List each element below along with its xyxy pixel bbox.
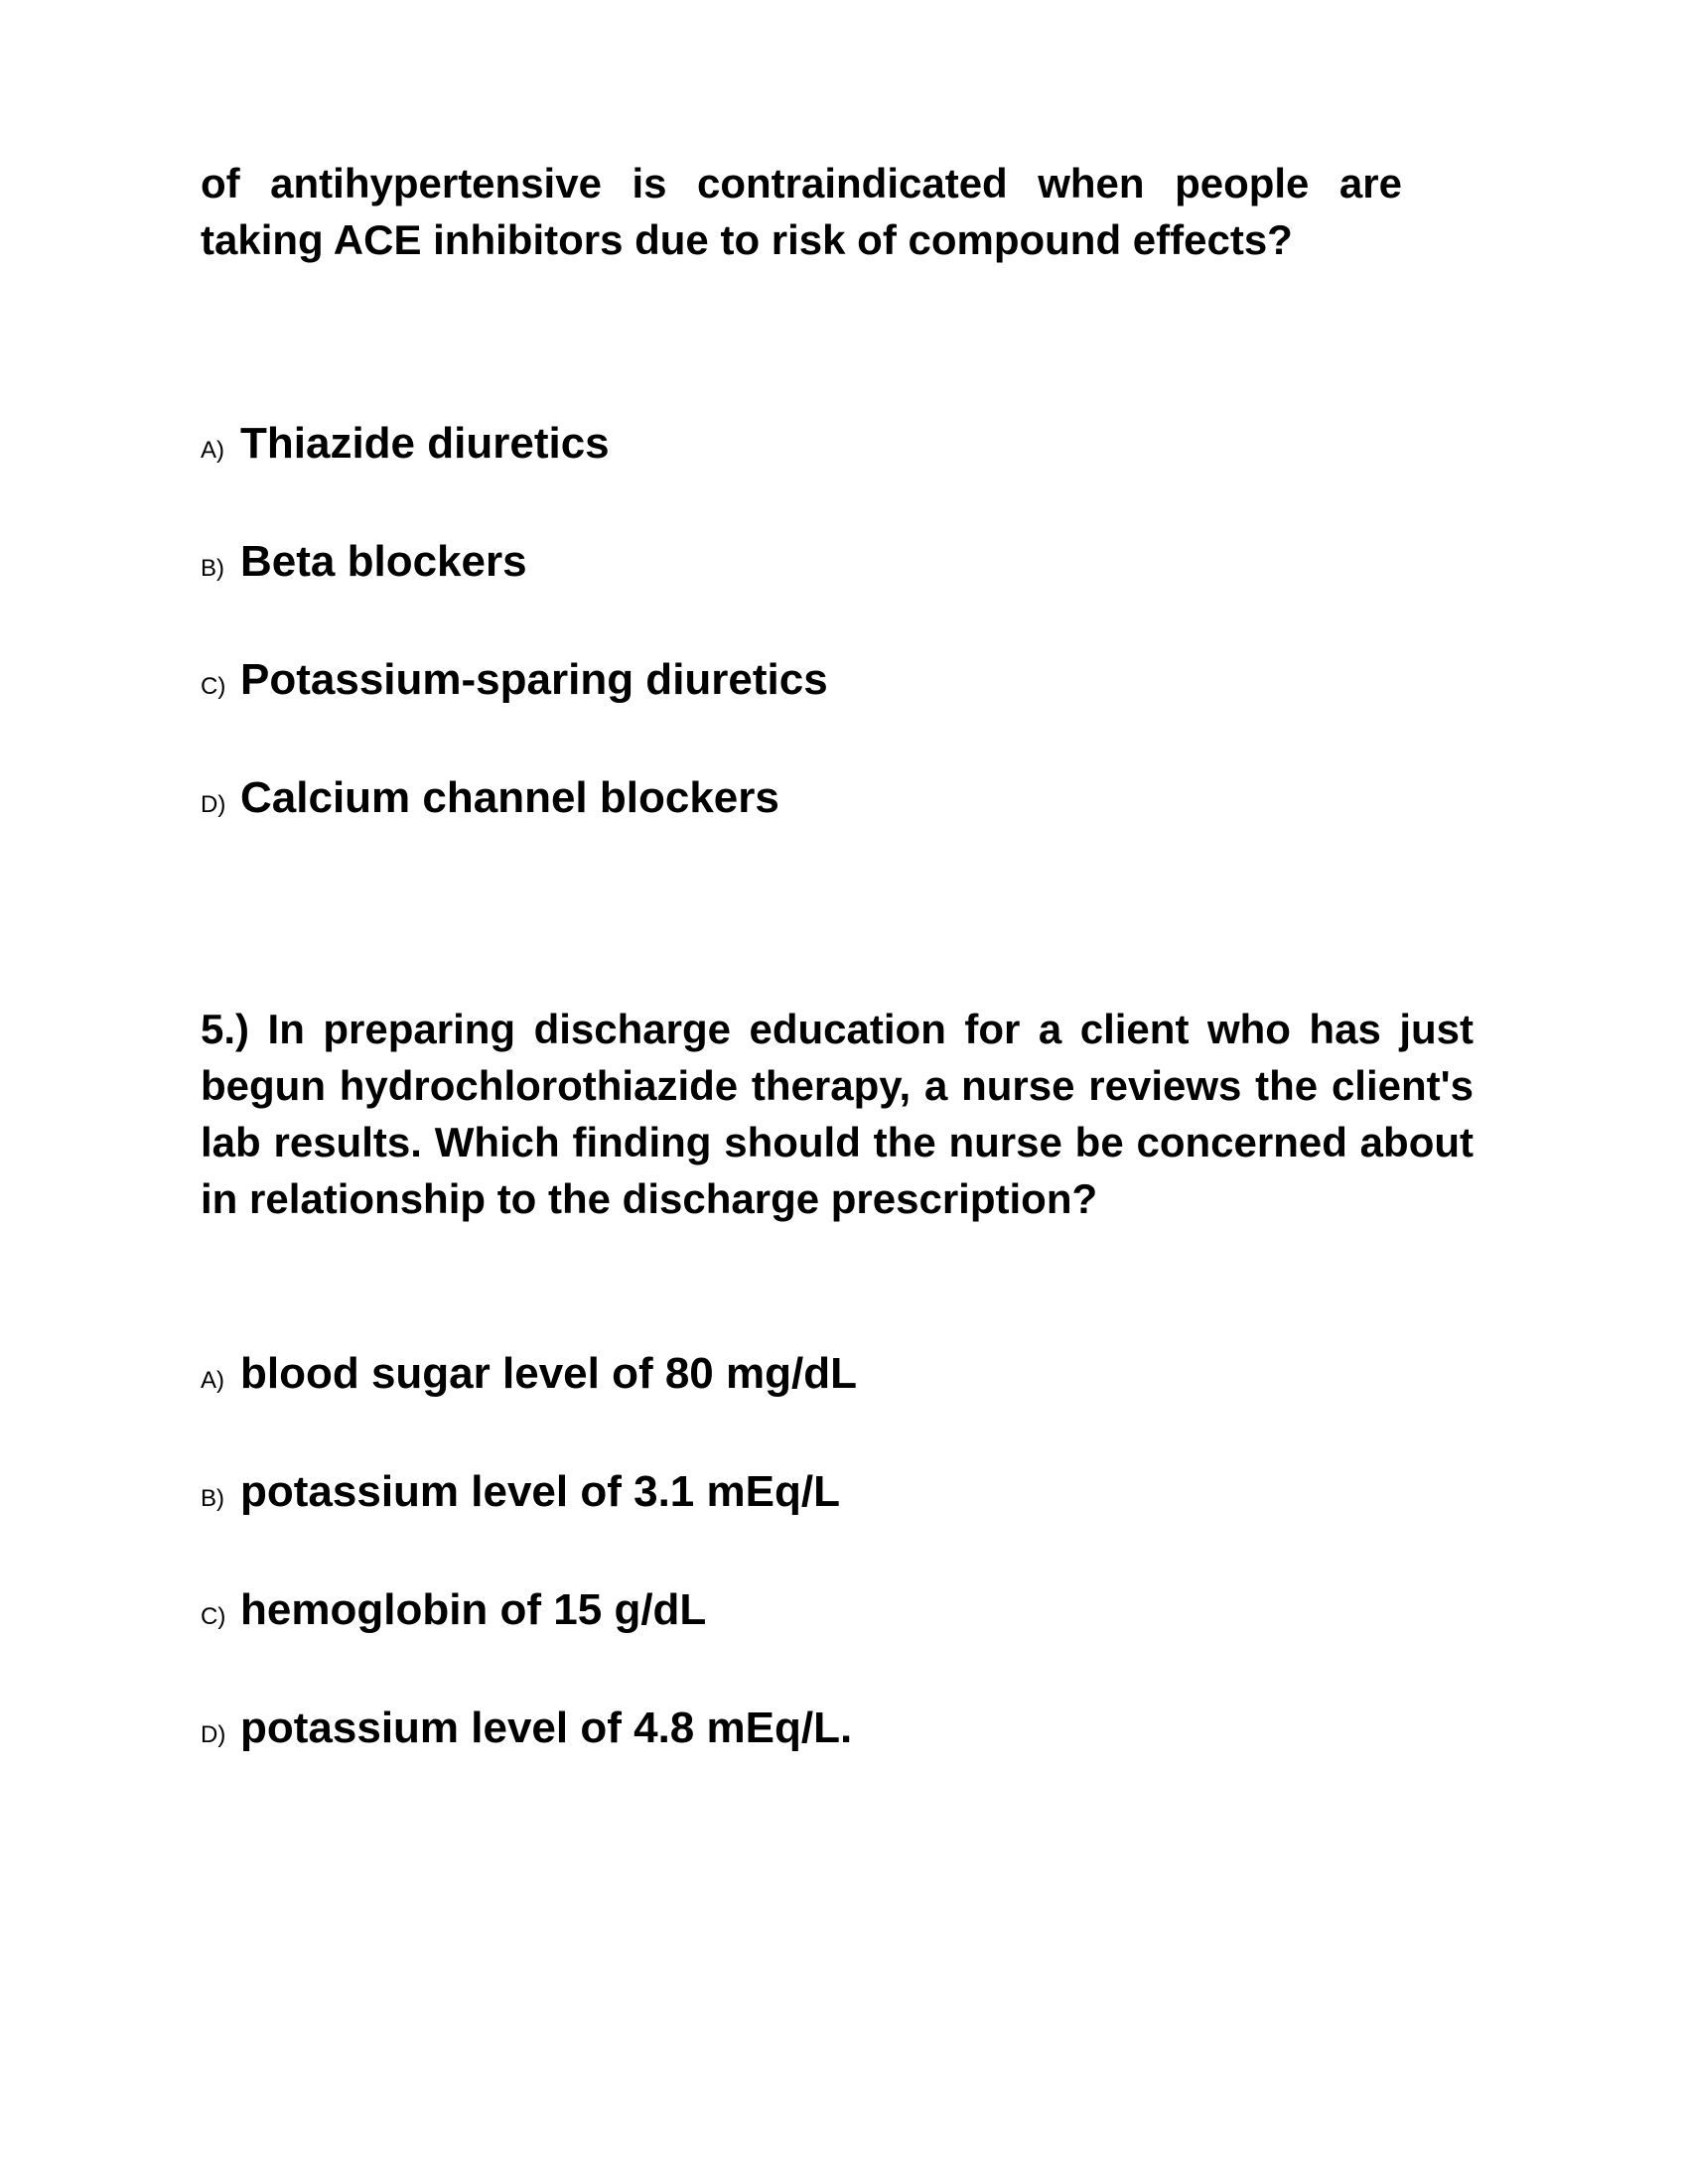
option-letter: D) — [201, 791, 226, 818]
question-5-option-b — [201, 1467, 840, 1527]
option-text: blood sugar level of 80 mg/dL — [240, 1349, 857, 1398]
option-text: potassium level of 3.1 mEq/L — [240, 1467, 840, 1516]
option-text: potassium level of 4.8 mEq/L. — [240, 1704, 853, 1752]
option-letter: B) — [201, 555, 224, 582]
option-letter: A) — [201, 1367, 224, 1394]
question-5-option-a — [201, 1349, 857, 1409]
question-4-stem: of antihypertensive is contraindicated when people are taking ACE inhibitors due to risk of compound effects? — [201, 160, 1402, 263]
option-letter: A) — [201, 437, 224, 464]
question-5-option-c — [201, 1585, 706, 1645]
option-letter: D) — [201, 1721, 226, 1748]
option-text: hemoglobin of 15 g/dL — [240, 1585, 707, 1634]
question-4-option-a — [201, 419, 610, 478]
option-text: Calcium channel blockers — [240, 773, 779, 822]
option-text: Thiazide diuretics — [240, 419, 610, 468]
question-4-option-b — [201, 537, 527, 597]
option-letter: B) — [201, 1485, 224, 1512]
option-text: Beta blockers — [240, 537, 527, 586]
option-letter: C) — [201, 1603, 226, 1630]
question-5-stem: 5.) In preparing discharge education for a client who has just begun hydrochlorothiazide therapy, a nurse reviews the client's lab results. Which finding should the nurse be concerned about in relationship to the discharge prescription? — [201, 1006, 1474, 1222]
question-5-option-d — [201, 1704, 852, 1763]
question-4-option-c — [201, 655, 828, 715]
option-text: Potassium-sparing diuretics — [240, 655, 828, 704]
option-letter: C) — [201, 673, 226, 700]
question-4-option-d — [201, 773, 779, 833]
